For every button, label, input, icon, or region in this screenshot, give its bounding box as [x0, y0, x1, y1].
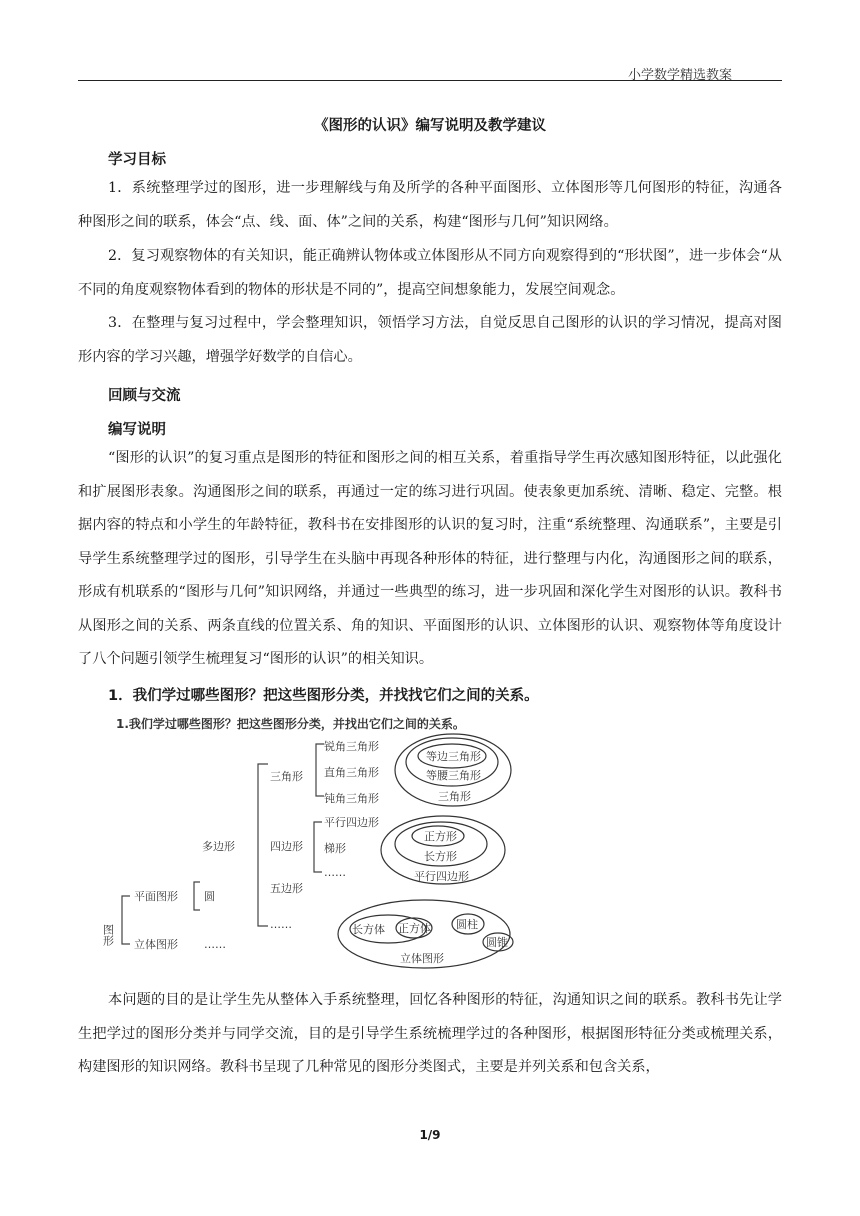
polygon-more-label: …… [270, 918, 292, 931]
header-rule [78, 80, 782, 81]
triangle-label: 三角形 [270, 770, 303, 783]
notes-heading: 编写说明 [108, 422, 166, 438]
square-label: 正方形 [424, 830, 457, 843]
solid-outer-label: 立体图形 [400, 952, 444, 965]
page-number: 1/9 [419, 1128, 441, 1142]
acute-triangle-label: 锐角三角形 [324, 740, 379, 753]
cuboid-label: 长方体 [352, 923, 385, 936]
triangle-outer-label: 三角形 [438, 790, 471, 803]
goals-heading: 学习目标 [108, 152, 166, 168]
solid-figures-label: 立体图形 [134, 938, 178, 951]
pentagon-label: 五边形 [270, 882, 303, 895]
solid-more-label: …… [204, 938, 226, 951]
right-triangle-label: 直角三角形 [324, 766, 379, 779]
shape-classification-figure [101, 712, 548, 974]
isosceles-triangle-label: 等腰三角形 [426, 769, 481, 782]
cube-label: 正方体 [398, 922, 431, 935]
equilateral-triangle-label: 等边三角形 [426, 750, 481, 763]
polygon-label: 多边形 [202, 840, 235, 853]
explanation-paragraph: 本问题的目的是让学生先从整体入手系统整理，回忆各种图形的特征，沟通知识之间的联系。教科书先让学生把学过的图形分类并与同学交流，目的是引导学生系统梳理学过的各种图形，根据图形特征分类或梳理关系，构建图形的知识网络。教科书呈现了几种常见的图形分类图式，主要是并列关系和包含关系， [78, 992, 782, 1075]
parallelogram-label: 平行四边形 [324, 816, 379, 829]
root-label: 图形 [101, 924, 115, 946]
question-1-heading: 1．我们学过哪些图形？把这些图形分类，并找找它们之间的关系。 [108, 688, 539, 704]
circle-label: 圆 [204, 890, 215, 903]
obtuse-triangle-label: 钝角三角形 [324, 792, 379, 805]
goal-3-paragraph: 3．在整理与复习过程中，学会整理知识，领悟学习方法，自觉反思自己图形的认识的学习情况，提高对图形内容的学习兴趣，增强学好数学的自信心。 [78, 315, 782, 365]
plane-figures-label: 平面图形 [134, 890, 178, 903]
parallelogram-outer-label: 平行四边形 [414, 870, 469, 883]
quadrilateral-label: 四边形 [270, 840, 303, 853]
notes-paragraph: “图形的认识”的复习重点是图形的特征和图形之间的相互关系，着重指导学生再次感知图形特征，以此强化和扩展图形表象。沟通图形之间的联系，再通过一定的练习进行巩固。使表象更加系统、清晰、稳定、完整。根据内容的特点和小学生的年龄特征，教科书在安排图形的认识的复习时，注重“系统整理、沟通联系”，主要是引导学生系统整理学过的图形，引导学生在头脑中再现各种形体的特征，进行整理与内化，沟通图形之间的联系，形成有机联系的“图形与几何”知识网络，并通过一些典型的练习，进一步巩固和深化学生对图形的认识。教科书从图形之间的关系、两条直线的位置关系、角的知识、平面图形的认识、立体图形的认识、观察物体等角度设计了八个问题引领学生梳理复习“图形的认识”的相关知识。 [78, 450, 782, 667]
goal-1-paragraph: 1．系统整理学过的图形，进一步理解线与角及所学的各种平面图形、立体图形等几何图形的特征，沟通各种图形之间的联系，体会“点、线、面、体”之间的关系，构建“图形与几何”知识网络。 [78, 180, 782, 230]
cylinder-label: 圆柱 [456, 918, 478, 931]
goal-2-paragraph: 2．复习观察物体的有关知识，能正确辨认物体或立体图形从不同方向观察得到的“形状图”，进一步体会“从不同的角度观察物体看到的物体的形状是不同的”，提高空间想象能力，发展空间观念。 [78, 248, 782, 298]
quad-more-label: …… [324, 866, 346, 879]
cone-label: 圆锥 [486, 936, 508, 949]
document-title: 《图形的认识》编写说明及教学建议 [314, 118, 546, 134]
rectangle-label: 长方形 [424, 850, 457, 863]
header-text: 小学数学精选教案 [627, 68, 732, 83]
review-heading: 回顾与交流 [108, 388, 181, 404]
figure-caption: 1.我们学过哪些图形？把这些图形分类，并找出它们之间的关系。 [116, 717, 465, 731]
trapezoid-label: 梯形 [324, 842, 346, 855]
